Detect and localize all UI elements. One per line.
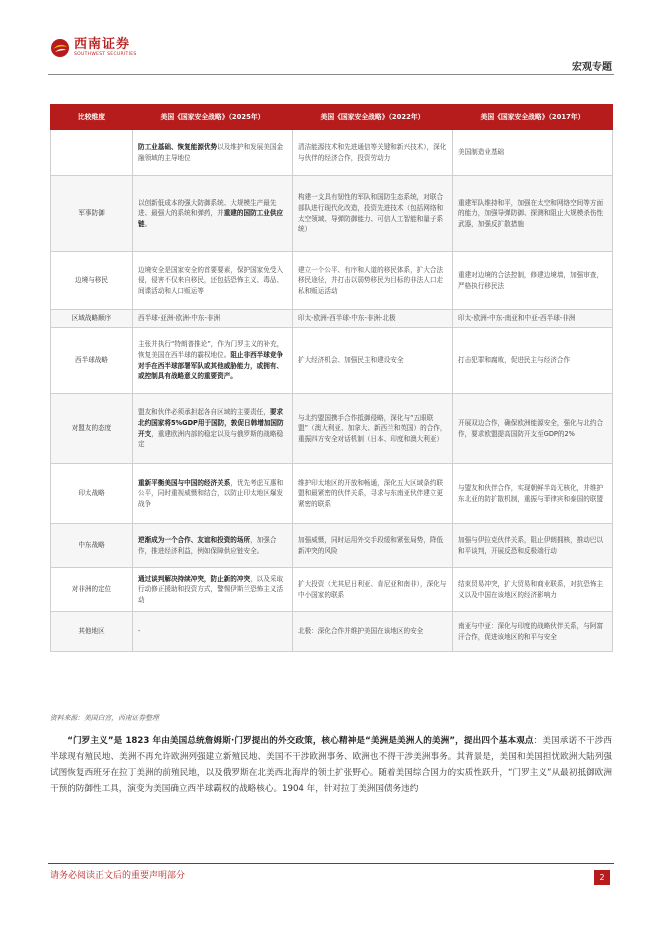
cell-2022: 与北约盟国携手合作抵御侵略，深化与“五眼联盟”（澳大利亚、加拿大、新西兰和英国）的合作，重振四方安全对话机制（日本、印度和澳大利亚） [293, 394, 453, 464]
source-note: 资料来源：美国白宫，西南证券整理 [50, 714, 159, 722]
cell-2017: 加强与伊拉克伙伴关系，阻止伊朗拥核，推动巴以和平谈判，开展反恐和反极端行动 [453, 524, 613, 568]
cell-text-segment: 西半球-亚洲-欧洲-中东-非洲 [138, 314, 221, 323]
cell-2025 [133, 252, 293, 310]
cell-2025 [133, 568, 293, 612]
cell-2025 [133, 612, 293, 652]
cell-text-segment: 要求北约国家将5%GDP用于国防，敦促日韩增加国防开支 [138, 408, 284, 438]
cell-2022: 北极：深化合作并维护美国在该地区的安全 [293, 612, 453, 652]
cell-text-segment: 阻止非西半球竞争对手在西半球部署军队或其他威胁能力，或拥有、或控制具有战略意义的重要资产。 [138, 350, 284, 381]
cell-text-segment: 逆渐成为一个合作、友谊和投资的场所 [138, 535, 251, 544]
cell-2017: 印太-欧洲-中东-南亚和中亚-西半球-非洲 [453, 310, 613, 328]
table-row [51, 328, 613, 394]
cell-2022: 印太-欧洲-西半球-中东-非洲-北极 [293, 310, 453, 328]
column-header: 比较维度 [51, 105, 133, 130]
dimension-cell [51, 130, 133, 176]
comparison-table [50, 104, 613, 652]
table-body [51, 130, 613, 652]
dimension-cell: 其他地区 [51, 612, 133, 652]
page-header [0, 0, 662, 80]
body-paragraph [50, 734, 612, 798]
table-row [51, 612, 613, 652]
cell-2022: 建立一个公平、有序和人道的移民体系，扩大合法移民途径，并打击以弱势移民为目标的非法人口走私和贩运活动 [293, 252, 453, 310]
dimension-cell: 对非洲的定位 [51, 568, 133, 612]
cell-2017: 重建对边境的合法控制，修建边境墙，加强审查，严格执行移民法 [453, 252, 613, 310]
table-row [51, 310, 613, 328]
cell-2025 [133, 176, 293, 252]
footer-divider [48, 863, 614, 864]
table-row [51, 252, 613, 310]
cell-text-segment: 。 [144, 219, 152, 228]
cell-text-segment: 通过谈判解决持续冲突，防止新的冲突 [138, 574, 251, 583]
header-divider [48, 74, 614, 75]
cell-text-segment: 重建的国防工业供应链 [138, 209, 284, 228]
dimension-cell: 中东战略 [51, 524, 133, 568]
cell-2022: 清洁能源技术和先进通信等关键和新兴技术），深化与伙伴的经济合作，投资劳动力 [293, 130, 453, 176]
table-row [51, 130, 613, 176]
cell-text-segment: ，优先考虑互惠和公平，同时重视威慑和结合，以防止印太地区爆发战争 [138, 478, 284, 508]
cell-2025 [133, 524, 293, 568]
cell-text-segment: 盟友和伙伴必须承担起各自区域的主要责任， [138, 408, 270, 417]
table-row [51, 464, 613, 524]
disclaimer-text: 请务必阅读正文后的重要声明部分 [50, 871, 186, 881]
cell-2017: 结束贸易冲突，扩大贸易和商业联系，对抗恐怖主义以及中国在该地区的经济影响力 [453, 568, 613, 612]
report-type-label: 宏观专题 [572, 62, 612, 73]
dimension-cell: 西半球战略 [51, 328, 133, 394]
column-header: 美国《国家安全战略》（2022年） [293, 105, 453, 130]
cell-2017: 开展双边合作，确保欧洲能源安全，强化与北约合作，要求欧盟提高国防开支至GDP的2% [453, 394, 613, 464]
cell-2022: 构建一支具有韧性的军队和国防生态系统，对联合部队进行现代化改造，投资先进技术（包括网络和太空领域、导弹防御能力、可信人工智能和量子系统） [293, 176, 453, 252]
body-bold-b: ，提出四个基本观点 [455, 736, 534, 746]
table-row [51, 394, 613, 464]
table-row [51, 568, 613, 612]
cell-2022: 扩大经济机会、加强民主和建设安全 [293, 328, 453, 394]
cell-text-segment: ，重建欧洲内部的稳定以及与俄罗斯的战略稳定 [138, 429, 284, 449]
page-number: 2 [594, 870, 610, 885]
dimension-cell: 军事防御 [51, 176, 133, 252]
cell-2025 [133, 328, 293, 394]
cell-text-segment: - [138, 627, 141, 636]
cell-2025 [133, 394, 293, 464]
logo-name-en: SOUTHWEST SECURITIES [74, 52, 137, 58]
body-bold-a: “门罗主义”是 1823 年由美国总统詹姆斯·门罗提出的外交政策，核心精神是“美洲是美洲人的美洲” [67, 736, 456, 746]
cell-2017: 美国制造业基础 [453, 130, 613, 176]
logo-mark-icon [50, 38, 70, 58]
dimension-cell: 对盟友的态度 [51, 394, 133, 464]
dimension-cell: 边境与移民 [51, 252, 133, 310]
cell-2017: 重建军队维持和平，加强在太空和网络空间等方面的能力，加强导弹防御、探测和阻止大规模杀伤性武器，加强反扩散措施 [453, 176, 613, 252]
body-text-rest: ：美国承诺不干涉西半球现有殖民地、美洲不再允许欧洲列强建立新殖民地、美国不干涉欧洲事务、欧洲也不得干涉美洲事务。其背景是，美国和美国担忧欧洲大陆列强试图恢复西班牙在拉丁美洲的前殖民地，以及俄罗斯在北美西北海岸的领土扩张野心。随着美国综合国力的实质性跃升，“门罗主义”从最初抵御欧洲干预的防御性工具，演变为美国确立西半球霸权的战略核心。1904 年，针对拉丁美洲国债务违约 [50, 736, 612, 794]
table-header-row [51, 105, 613, 130]
cell-text-segment: ，加强合作，推进经济利益，例如保障供应链安全。 [138, 535, 277, 555]
dimension-cell: 印太战略 [51, 464, 133, 524]
logo-name-cn: 西南证券 [74, 37, 131, 53]
cell-2022: 加强威慑，同时运用外交手段缓和紧张局势，降低新冲突的风险 [293, 524, 453, 568]
table-row [51, 524, 613, 568]
cell-text-segment: 防工业基础、恢复能源优势 [138, 142, 218, 151]
column-header: 美国《国家安全战略》（2025年） [133, 105, 293, 130]
company-logo [50, 38, 137, 58]
cell-text-segment: ，以及采取行动修正援助和投资方式，警惕伊斯兰恐怖主义活动 [138, 574, 284, 604]
cell-2017: 南亚与中亚：深化与印度的战略伙伴关系，与阿富汗合作，促进该地区的和平与安全 [453, 612, 613, 652]
cell-2025 [133, 310, 293, 328]
table-row [51, 176, 613, 252]
cell-text-segment: 主张并执行“特朗普推论”，作为门罗主义的补充，恢复美国在西半球的霸权地位。 [138, 340, 284, 359]
cell-text-segment: 以及维护和发展美国金融领域的主导地位 [138, 142, 284, 162]
dimension-cell: 区域战略顺序 [51, 310, 133, 328]
cell-2025 [133, 464, 293, 524]
cell-2017: 打击犯罪和腐败，促进民主与经济合作 [453, 328, 613, 394]
cell-2022: 扩大投资（尤其尼日利亚、肯尼亚和南非），深化与中小国家的联系 [293, 568, 453, 612]
cell-text-segment: 重新平衡美国与中国的经济关系 [138, 478, 231, 487]
cell-2017: 与盟友和伙伴合作，实现朝鲜半岛无核化，并维护东北亚的防扩散机制，重振与菲律宾和泰国的联盟 [453, 464, 613, 524]
cell-text-segment: 以创新低成本的强大防御系统、大规模生产最先进、最强大的系统和弹药，并 [138, 198, 277, 218]
cell-text-segment: 边境安全是国家安全的首要要素，保护国家免受入侵，侵害不仅来自移民，还包括恐怖主义、毒品、间谍活动和人口贩运等 [138, 265, 284, 295]
column-header: 美国《国家安全战略》（2017年） [453, 105, 613, 130]
cell-2022: 维护印太地区的开放和畅通，深化五大区域条约联盟和最紧密的伙伴关系，寻求与东南亚伙伴建立更紧密的联系 [293, 464, 453, 524]
cell-2025 [133, 130, 293, 176]
